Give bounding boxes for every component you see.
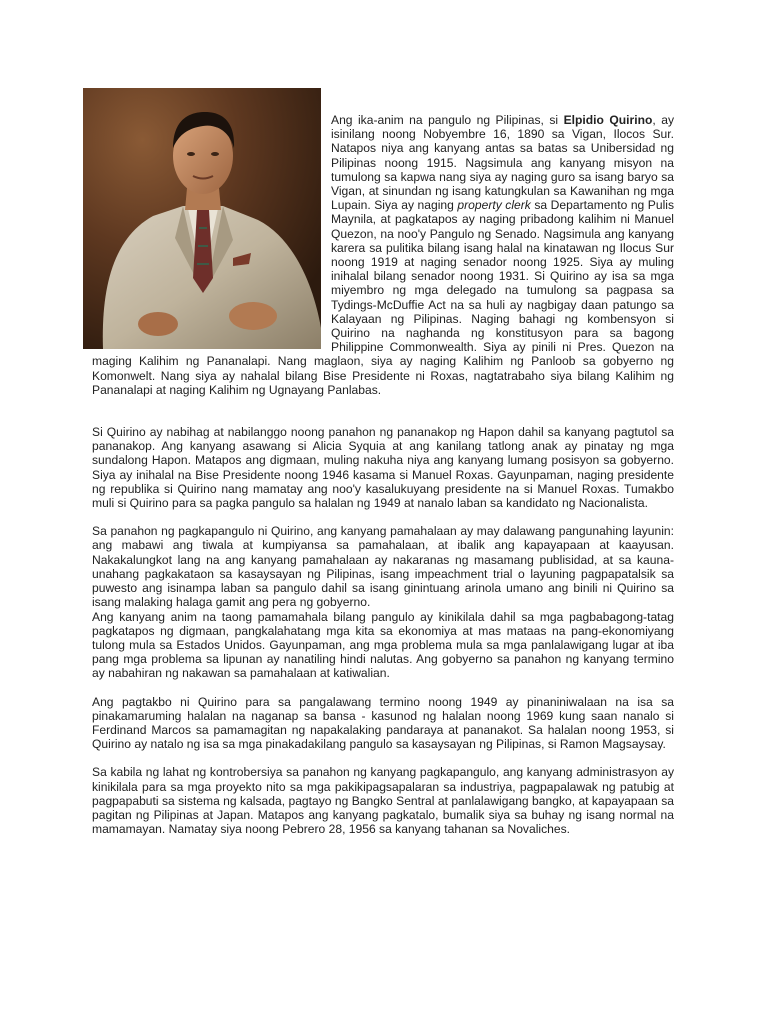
paragraph-3: Sa panahon ng pagkapangulo ni Quirino, ang kanyang pamahalaan ay may dalawang pangunahing layunin: ang mabawi ang tiwala at kumpiyansa sa pamahalaan, at ibalik ang kapayapaan at kaayusan. Nakakalungkot lang na ang kanyang pamahalaan ay nakaranas ng masamang publisidad, at sa kauna-unahang pagkakataon sa kasaysayan ng Pilipinas, isang impeachment trial o layuning pagpapatalsik sa puwesto ang isinampa laban sa pangulo dahil sa isang ginintuang arinola umano ang binili ni Quirino sa isang malaking halaga gamit ang pera ng gobyerno. — [92, 524, 674, 610]
paragraph-4: Ang kanyang anim na taong pamamahala bilang pangulo ay kinikilala dahil sa mga pagbabagong-tatag pagkatapos ng digmaan, pangkalahatang mga kita sa ekonomiya at mas mataas na pang-ekonomiyang tulong mula sa Estados Unidos. Gayunpaman, ang mga problema mula sa mga panlalawigang lugar at iba pang mga problema sa lipunan ay nanatiling hindi nalutas. Ang gobyerno sa panahon ng kanyang termino ay nabahiran ng nakawan sa pamahalaan at katiwalian. — [92, 609, 674, 681]
subject-name: Elpidio Quirino — [563, 113, 653, 127]
document-body — [92, 86, 674, 836]
paragraph-intro: Ang ika-anim na pangulo ng Pilipinas, si Elpidio Quirino, ay isinilang noong Nobyembre 16, 1890 sa Vigan, Ilocos Sur. Natapos niya ang kanyang antas sa batas sa Unibersidad ng Pilipinas noong 1915. Nagsimula ang kanyang misyon na tumulong sa kapwa nang siya ay naging guro sa isang baryo sa Vigan, at sinundan ng isang katungkulan sa Kawanihan ng mga Lupain. Siya ay naging property clerk sa Departamento ng Pulis Maynila, at pagkatapos ay naging pribadong kalihim ni Manuel Quezon, na noo'y Pangulo ng Senado. Nagsimula ang kanyang karera sa pulitika bilang isang halal na kinatawan ng Ilocus Sur noong 1919 at naging senador noong 1925. Siya ay muling inihalal bilang senador noong 1931. Si Quirino ay isa sa mga miyembro ng mga delegado na tumulong sa pagpasa sa Tydings-McDuffie Act na sa huli ay nagbigay daan patungo sa Kalayaan ng Pilipinas. Naging bahagi ng kombensyon si Quirino na naghanda ng konstitusyon para sa bagong Philippine Commonwealth. Siya ay pinili ni Pres. Quezon na maging Kalihim ng Pananalapi. Nang maglaon, siya ay naging Kalihim ng Panloob sa gobyerno ng Komonwelt. Nang siya ay nahalal bilang Bise Presidente ni Roxas, nagtatrabaho siya bilang Kalihim ng Pananalapi at naging Kalihim ng Ugnayang Panlabas. — [92, 113, 675, 397]
italic-term: property clerk — [457, 198, 531, 213]
paragraph-6: Sa kabila ng lahat ng kontrobersiya sa panahon ng kanyang pagkapangulo, ang kanyang administrasyon ay kinikilala para sa mga proyekto nito sa mga pakikipagsapalaran sa industriya, pagpapalawak ng patubig at pagpapabuti sa sistema ng kalsada, pagtayo ng Bangko Sentral at panlalawigang bangko, at kapayapaan sa pagitan ng Pilipinas at Japan. Matapos ang kanyang pagkatalo, bumalik siya sa buhay ng isang normal na mamamayan. Namatay siya noong Pebrero 28, 1956 sa kanyang tahanan sa Novaliches. — [92, 765, 674, 837]
paragraph-2: Si Quirino ay nabihag at nabilanggo noong panahon ng pananakop ng Hapon dahil sa kanyang pagtutol sa pananakop. Ang kanyang asawang si Alicia Syquia at ang kanilang tatlong anak ay pinatay ng mga sundalong Hapon. Matapos ang digmaan, muling nakuha niya ang kanyang lumang posisyon sa gobyerno. Siya ay inihalal na Bise Presidente noong 1946 kasama si Manuel Roxas. Gayunpaman, naging presidente ng republika si Quirino nang mamatay ang noo'y kasalukuyang presidente na si Manuel Roxas. Tumakbo muli si Quirino para sa pagka pangulo sa halalan ng 1949 at nanalo laban sa kandidato ng Nacionalista. — [92, 425, 674, 511]
portrait-painting-icon — [83, 88, 321, 349]
paragraph-5: Ang pagtakbo ni Quirino para sa pangalawang termino noong 1949 ay pinaniniwalaan na isa sa pinakamaruming halalan na naganap sa bansa - kasunod ng halalan noong 1969 kung saan nanalo si Ferdinand Marcos sa pamamagitan ng napakalaking pandaraya at pananakot. Sa halalan noong 1953, si Quirino ay natalo ng isa sa mga pinakadakilang pangulo sa kasaysayan ng Pilipinas, si Ramon Magsaysay. — [92, 694, 674, 752]
